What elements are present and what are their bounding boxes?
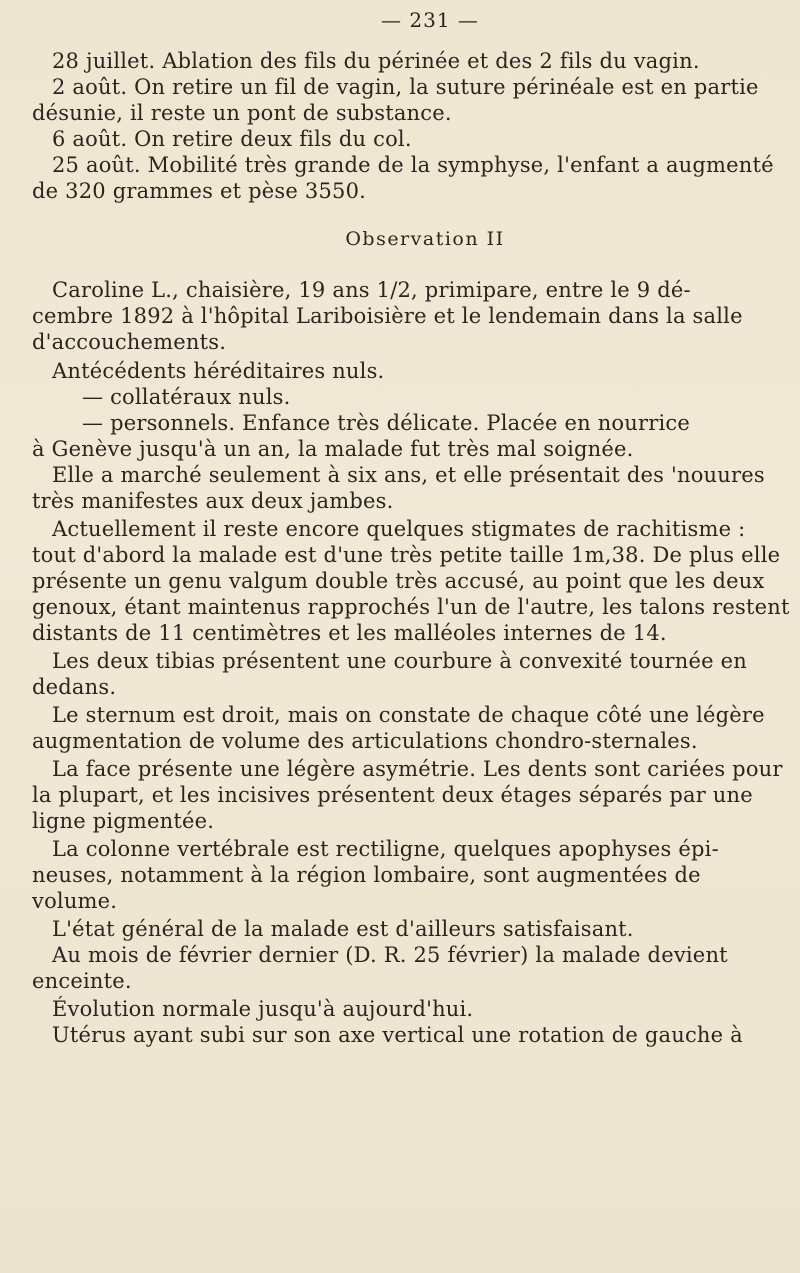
text-line: genoux, étant maintenus rapprochés l'un de l'autre, les talons restent — [32, 595, 790, 619]
text-line: Évolution normale jusqu'à aujourd'hui. — [52, 997, 474, 1021]
text-line: — collatéraux nuls. — [82, 385, 291, 409]
section-heading: Observation II — [345, 228, 505, 250]
text-line: — personnels. Enfance très délicate. Placée en nourrice — [82, 411, 690, 435]
text-line: 6 août. On retire deux fils du col. — [52, 127, 412, 151]
page-number: — 231 — — [381, 8, 479, 32]
text-line: La face présente une légère asymétrie. Les dents sont cariées pour — [52, 757, 783, 781]
text-line: dedans. — [32, 675, 117, 699]
text-line: Antécédents héréditaires nuls. — [52, 359, 385, 383]
text-line: très manifestes aux deux jambes. — [32, 489, 394, 513]
text-line: Caroline L., chaisière, 19 ans 1/2, primipare, entre le 9 dé- — [52, 278, 691, 302]
text-line: Elle a marché seulement à six ans, et elle présentait des 'nouures — [52, 463, 765, 487]
text-line: tout d'abord la malade est d'une très petite taille 1m,38. De plus elle — [32, 543, 781, 567]
text-line: la plupart, et les incisives présentent deux étages séparés par une — [32, 783, 753, 807]
text-line: distants de 11 centimètres et les malléoles internes de 14. — [32, 621, 667, 645]
text-line: 2 août. On retire un fil de vagin, la suture périnéale est en partie — [52, 75, 759, 99]
text-line: Le sternum est droit, mais on constate de chaque côté une légère — [52, 703, 765, 727]
text-line: à Genève jusqu'à un an, la malade fut très mal soignée. — [32, 437, 634, 461]
text-line: Actuellement il reste encore quelques stigmates de rachitisme : — [52, 517, 746, 541]
text-line: Les deux tibias présentent une courbure à convexité tournée en — [52, 649, 747, 673]
text-line: présente un genu valgum double très accusé, au point que les deux — [32, 569, 765, 593]
text-line: volume. — [32, 889, 118, 913]
text-line: Au mois de février dernier (D. R. 25 février) la malade devient — [52, 943, 728, 967]
text-line: 28 juillet. Ablation des fils du périnée et des 2 fils du vagin. — [52, 49, 700, 73]
text-line: Utérus ayant subi sur son axe vertical une rotation de gauche à — [52, 1023, 743, 1047]
text-line: La colonne vertébrale est rectiligne, quelques apophyses épi- — [52, 837, 719, 861]
text-line: de 320 grammes et pèse 3550. — [32, 179, 367, 203]
text-line: désunie, il reste un pont de substance. — [32, 101, 452, 125]
text-line: enceinte. — [32, 969, 132, 993]
text-line: cembre 1892 à l'hôpital Lariboisière et le lendemain dans la salle — [32, 304, 743, 328]
text-line: 25 août. Mobilité très grande de la symphyse, l'enfant a augmenté — [52, 153, 774, 177]
text-line: d'accouchements. — [32, 330, 227, 354]
text-line: ligne pigmentée. — [32, 809, 215, 833]
text-line: neuses, notamment à la région lombaire, sont augmentées de — [32, 863, 701, 887]
text-line: augmentation de volume des articulations chondro-sternales. — [32, 729, 698, 753]
text-line: L'état général de la malade est d'ailleurs satisfaisant. — [52, 917, 634, 941]
